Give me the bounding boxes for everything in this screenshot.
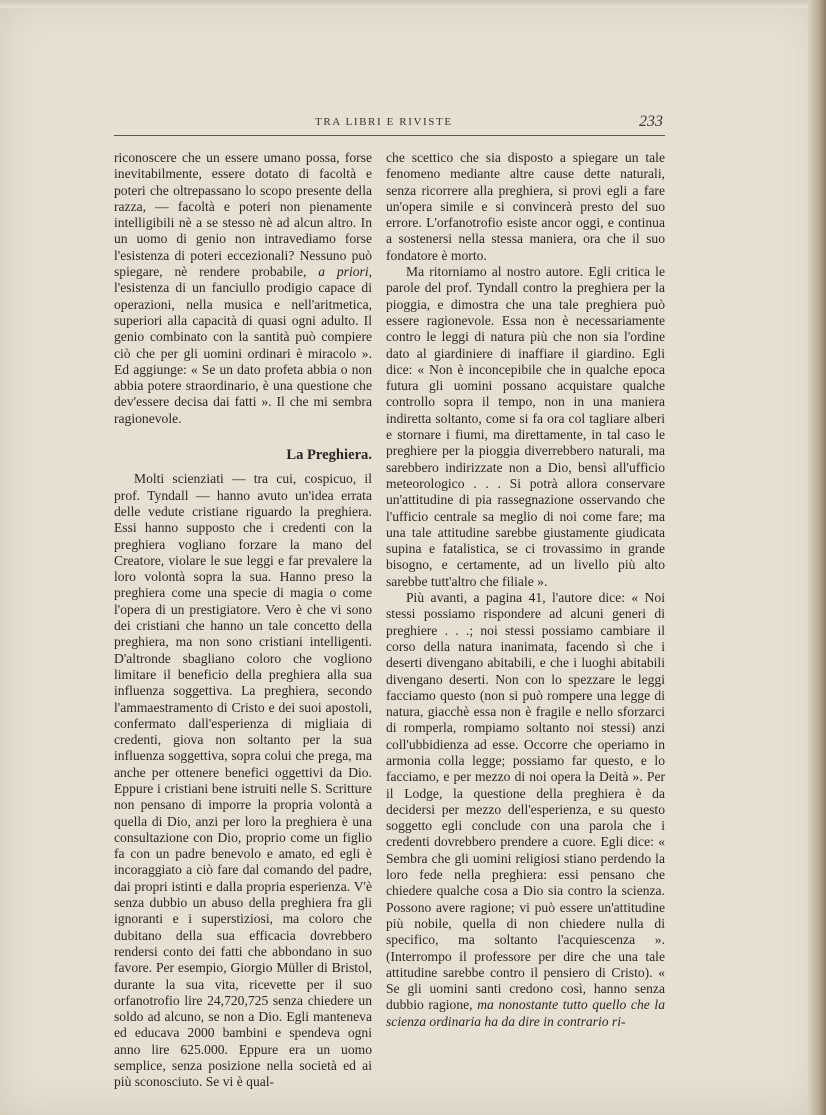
page-number: 233	[639, 113, 663, 130]
right-paragraph-2: Ma ritorniamo al nostro autore. Egli critica le parole del prof. Tyndall contro la preghiera per la pioggia, e dimostra che una tale preghiera può essere ragionevole. Essa non è necessariamente contro le leggi di natura più che non sia l'ordine dato al giardiniere di inaffiare il giardino. Egli dice: « Non è inconcepibile che in qualche epoca futura gli uomini possano acquistare qualche controllo sopra il tempo, non in una maniera indiretta soltanto, come si fa ora col tagliare alberi e stornare i fiumi, ma direttamente, in tal caso le preghiere per la pioggia diverrebbero naturali, ma sarebbero indirizzate non a Dio, bensì all'ufficio meteorologico . . . Si potrà allora conservare un'attitudine di pia rassegnazione osservando che l'ufficio centrale sa meglio di noi come fare; ma una tale attitudine sarebbe giustamente giudicata supina e fatalistica, se ci trovassimo in grande bisogno, e certamente, ad un livello più alto sarebbe tutt'altro che filiale ».	[386, 264, 665, 589]
right-paragraph-3	[386, 590, 665, 1030]
italic-text-run: ma nonostante tutto quello che la scienza ordinaria ha da dire in contrario ri-	[386, 997, 666, 1029]
italic-text-run: a priori,	[318, 264, 373, 280]
header-rule	[114, 135, 665, 136]
right-paragraph-1: che scettico che sia disposto a spiegare un tale fenomeno mediante altre cause dette naturali, senza ricorrere alla preghiera, si provi egli a fare un'opera simile e si convincerà presto del suo errore. L'orfanotrofio esiste ancor oggi, e continua a sostenersi nella stessa maniera, ora che il suo fondatore è morto.	[386, 150, 665, 263]
right-column	[386, 150, 665, 1030]
running-header	[283, 113, 673, 137]
text-run: l'esistenza di un fanciullo prodigio capace di operazioni, nella musica e nell'aritmetica, superiori alla capacità di quasi ogni adulto. Il genio combinato con la santità può compiere ciò che per gli uomini ordinari è miracolo ». Ed aggiunge: « Se un dato profeta abbia o non abbia potere straordinario, è una questione che dev'essere decisa dai fatti ». Il che mi sembra ragionevole.	[114, 280, 372, 426]
text-run: Più avanti, a pagina 41, l'autore dice: « Noi stessi possiamo rispondere ad alcuni generi di preghiere . . .; noi stessi possiamo cambiare il corso della natura inanimata, facendo sì che i deserti divengano abitabili, e che i luoghi abitabili divengano deserti. Non con lo spezzare le leggi facciamo questo (non si può rompere una legge di natura, giacchè essa non è fragile e nello sforzarci di romperla, rompiamo soltanto noi stessi) anzi coll'ubbidienza ad esse. Occorre che operiamo in armonia colla legge; possiamo far questo, e lo facciamo, e per mezzo di noi opera la Deità ». Per il Lodge, la questione della preghiera è da decidersi per mezzo dell'esperienza, e su questo soggetto egli conclude con una parola che i credenti dovrebbero prendere a cuore. Egli dice: « Sembra che gli uomini religiosi stiano perdendo la loro fede nella preghiera: essi pensano che chiedere qualche cosa a Dio sia contro la scienza. Possono avere ragione; vi può essere un'attitudine più nobile, quella di non chiedere nulla di specifico, ma soltanto l'acquiescenza ». (Interrompo il professore per dire che una tale attitudine sarebbe contro il pensiero di Cristo). « Se gli uomini santi credono così, hanno senza dubbio ragione,	[386, 590, 665, 1013]
running-title: TRA LIBRI E RIVISTE	[315, 116, 453, 128]
left-paragraph-2: Molti scienziati — tra cui, cospicuo, il prof. Tyndall — hanno avuto un'idea errata delle vedute cristiane riguardo la preghiera. Essi hanno supposto che i credenti con la preghiera vogliano forzare la mano del Creatore, violare le sue leggi e far prevalere la loro volontà sopra la sua. Hanno preso la preghiera come una specie di magia o come l'opera di un prestigiatore. Vero è che vi sono dei cristiani che hanno un tale concetto della preghiera, ma non sono cristiani intelligenti. D'altronde sbagliano coloro che vogliono limitare il beneficio della preghiera alla sua influenza soggettiva. La preghiera, secondo l'ammaestramento di Cristo e dei suoi apostoli, confermato dall'esperienza di migliaia di credenti, giova non soltanto per la sua influenza soggettiva, sopra colui che prega, ma anche per ottenere benefici oggettivi da Dio. Eppure i cristiani bene istruiti nelle S. Scritture non pensano di imporre la propria volontà a quella di Dio, anzi per loro la preghiera è una consultazione con Dio, proprio come un figlio fa con un padre benevolo e amato, ed egli è incoraggiato a ciò fare dal comando del padre, dai propri istinti e dalla propria esperienza. V'è senza dubbio un abuso della preghiera fra gli ignoranti e i superstiziosi, ma coloro che dubitano della sua efficacia dovrebbero rendersi conto dei fatti che abbondano in suo favore. Per esempio, Giorgio Müller di Bristol, durante la sua vita, ricevette per il suo orfanotrofio lire 24,720,725 senza chiedere un soldo ad alcuno, se non a Dio. Egli manteneva ed educava 2000 bambini e spendeva ogni anno lire 625.000. Eppure era un uomo semplice, senza posizione nella società ed ai più sconosciuto. Se vi è qual-	[114, 471, 372, 1090]
text-run: riconoscere che un essere umano possa, forse inevitabilmente, essere dotato di facoltà e poteri che oltrepassano lo scopo presente della razza, — facoltà e poteri non pienamente intelligibili nè a se stesso nè ad alcun altro. In un uomo di genio non intravediamo forse l'esistenza di poteri eccezionali? Nessuno può spiegare, nè rendere probabile,	[114, 150, 372, 280]
left-paragraph-1	[114, 150, 372, 427]
page-right-edge	[808, 0, 826, 1115]
section-heading: La Preghiera.	[286, 447, 372, 464]
left-column	[114, 150, 372, 1091]
page-top-edge	[0, 0, 820, 8]
